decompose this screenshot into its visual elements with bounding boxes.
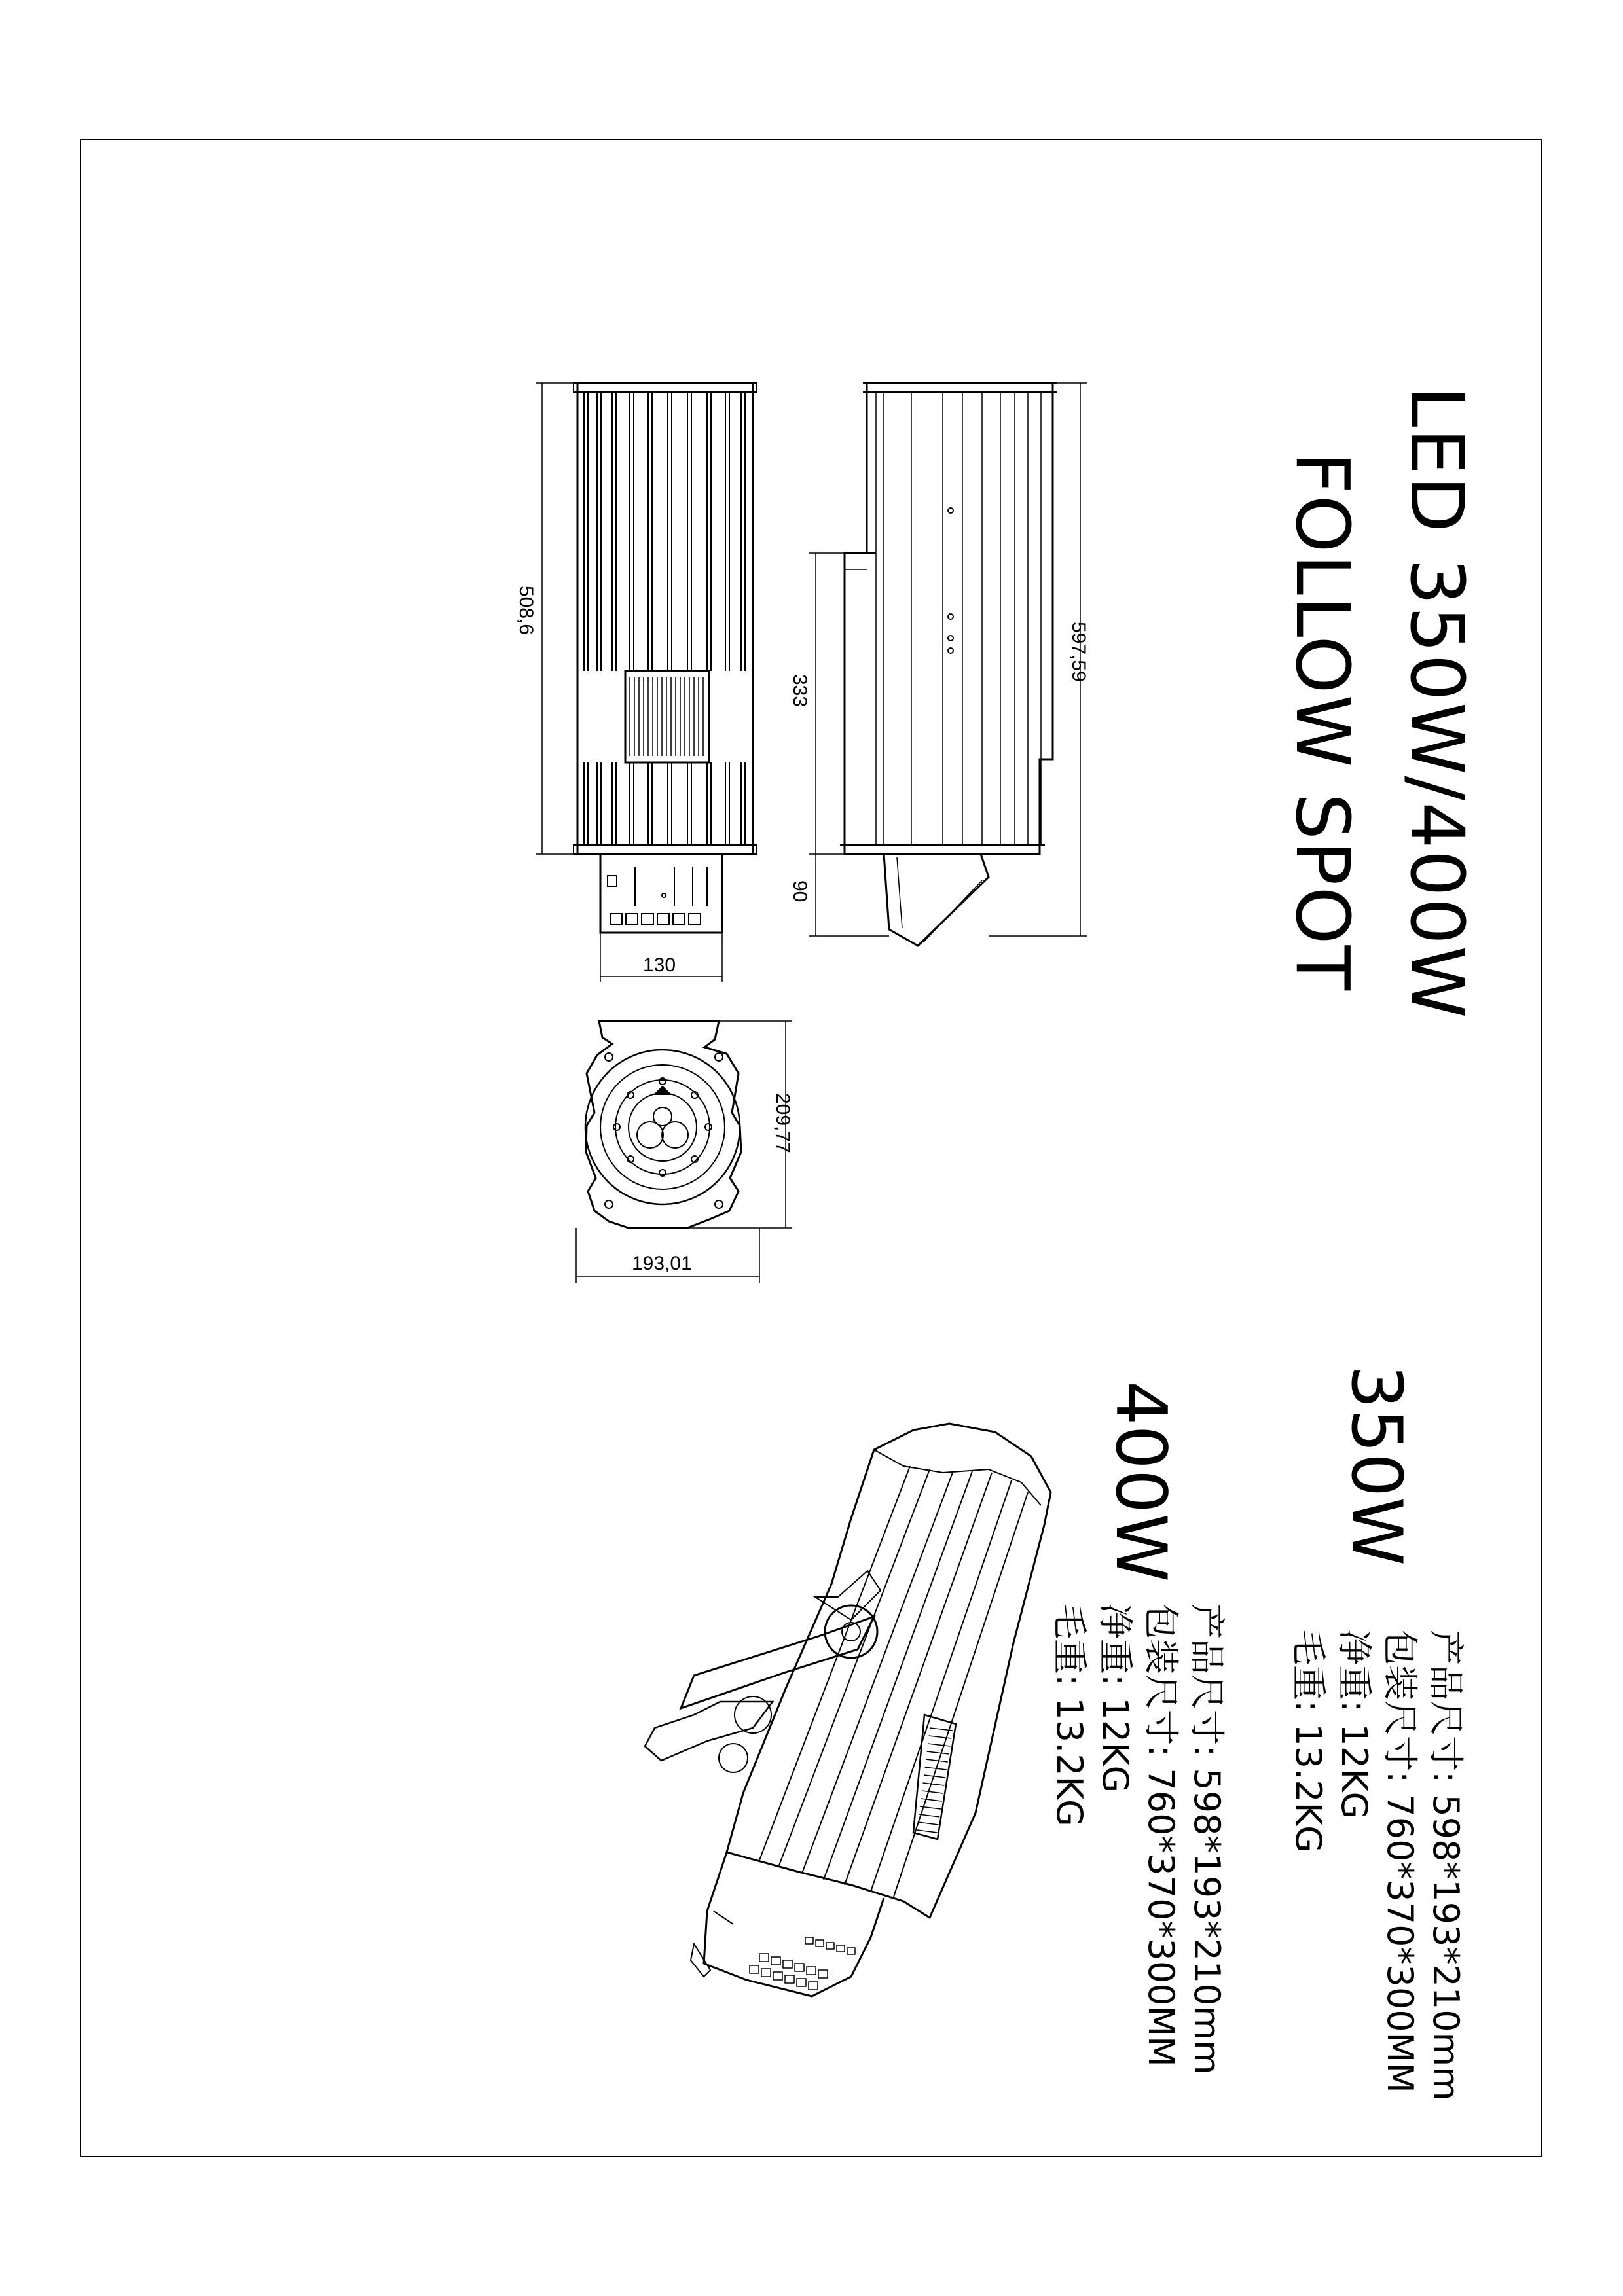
title-line-1: LED 350W/400W <box>1394 386 1479 1020</box>
end-view-drawing <box>576 1021 792 1283</box>
dimension-front-length: 508,6 <box>515 586 537 636</box>
dimension-body-height: 333 <box>789 674 811 708</box>
model-400w-gross-weight: 毛重: 13.2KG <box>1049 1604 1090 1827</box>
dimension-rear-width: 130 <box>643 954 676 976</box>
model-400w-package-size: 包装尺寸: 760*370*300MM <box>1140 1604 1182 2067</box>
model-350w-net-weight: 净重: 12KG <box>1334 1630 1375 1820</box>
model-350w-product-size: 产品尺寸: 598*193*210mm <box>1425 1630 1467 2101</box>
top-view-drawing <box>536 383 757 982</box>
model-350w-gross-weight: 毛重: 13.2KG <box>1288 1630 1329 1853</box>
model-350w-package-size: 包装尺寸: 760*370*300MM <box>1379 1630 1421 2093</box>
control-panel <box>608 867 707 924</box>
dimension-end-width: 193,01 <box>632 1253 692 1274</box>
side-view-drawing <box>809 383 1087 946</box>
model-350w-power: 350W <box>1336 1365 1417 1566</box>
dimension-end-height: 209,77 <box>772 1093 793 1153</box>
model-400w-product-size: 产品尺寸: 598*193*210mm <box>1186 1604 1228 2075</box>
model-400w-net-weight: 净重: 12KG <box>1095 1604 1136 1793</box>
dimension-side-length: 597,59 <box>1068 622 1089 682</box>
title-line-2: FOLLOW SPOT <box>1279 452 1364 992</box>
dimension-base-height: 90 <box>789 880 811 903</box>
model-400w-power: 400W <box>1101 1381 1181 1583</box>
perspective-view-drawing <box>645 1424 1051 1996</box>
